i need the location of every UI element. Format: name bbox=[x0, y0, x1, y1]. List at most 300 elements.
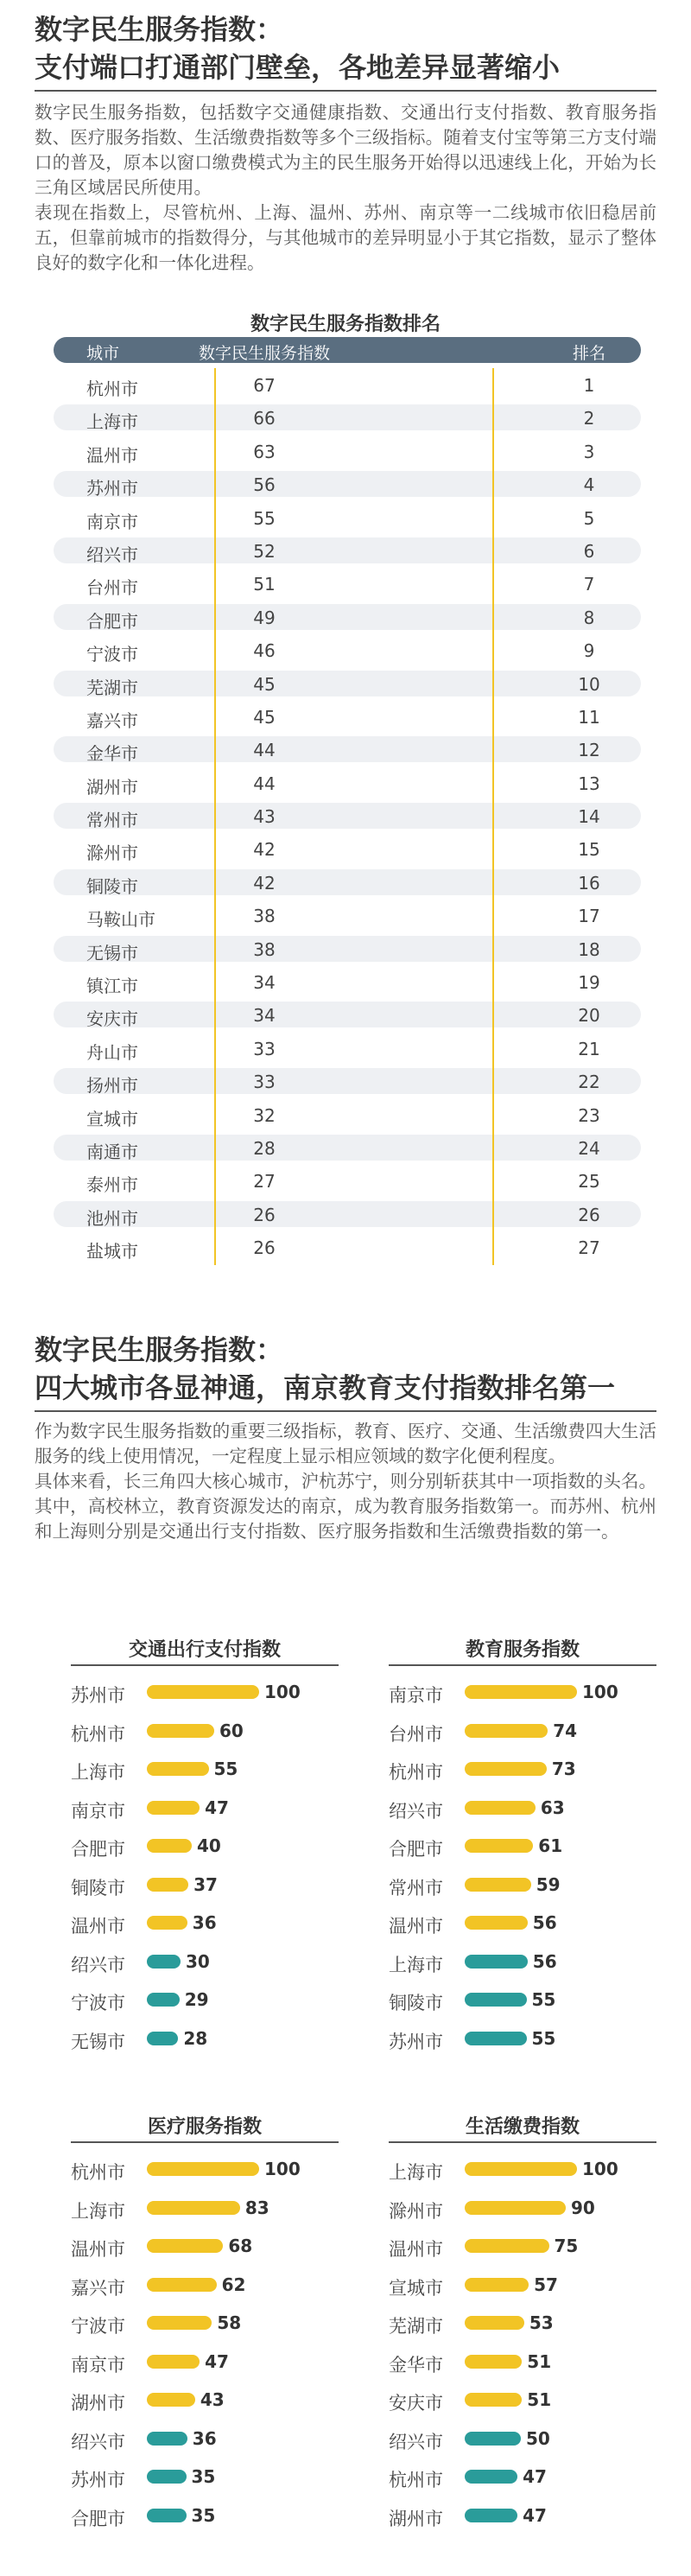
bar-row bbox=[389, 1829, 656, 1863]
bar-value-label: 68 bbox=[228, 2236, 253, 2256]
bar-category-label: 合肥市 bbox=[389, 1839, 443, 1860]
bar-value-label: 47 bbox=[205, 1797, 229, 1818]
table-row bbox=[54, 1065, 641, 1097]
bar bbox=[465, 2355, 522, 2369]
bar-row bbox=[389, 1944, 656, 1979]
cell-index: 34 bbox=[253, 972, 276, 994]
bar-row bbox=[71, 1675, 339, 1709]
cell-city: 杭州市 bbox=[86, 378, 138, 399]
table-row bbox=[54, 1098, 641, 1131]
bar-row bbox=[389, 1982, 656, 2017]
bar-category-label: 宁波市 bbox=[71, 2316, 125, 2337]
cell-city: 南京市 bbox=[86, 511, 138, 532]
bar-row bbox=[389, 2268, 656, 2302]
bar-category-label: 绍兴市 bbox=[71, 2431, 125, 2452]
bar bbox=[465, 1878, 531, 1892]
bar-category-label: 温州市 bbox=[71, 2239, 125, 2260]
bar bbox=[147, 1993, 180, 2007]
bar-category-label: 湖州市 bbox=[389, 2508, 443, 2529]
living-payment-title: 生活缴费指数 bbox=[465, 2116, 580, 2138]
cell-rank: 13 bbox=[578, 773, 600, 794]
bar-category-label: 上海市 bbox=[71, 2200, 125, 2222]
table-divider-left bbox=[214, 368, 216, 1265]
bar-category-label: 上海市 bbox=[71, 1762, 125, 1783]
cell-index: 44 bbox=[253, 773, 276, 794]
cell-index: 34 bbox=[253, 1005, 276, 1027]
table-row bbox=[54, 1198, 641, 1231]
bar-row bbox=[389, 2459, 656, 2494]
cell-city: 绍兴市 bbox=[86, 544, 138, 565]
table-row bbox=[54, 667, 641, 700]
cell-city: 金华市 bbox=[86, 743, 138, 765]
section1-title-line2: 支付端口打通部门壁垒，各地差异显著缩小 bbox=[35, 51, 561, 84]
bar bbox=[147, 2316, 212, 2330]
bar bbox=[465, 2509, 517, 2522]
bar-row bbox=[71, 1905, 339, 1940]
cell-rank: 9 bbox=[583, 640, 595, 662]
cell-rank: 7 bbox=[583, 574, 595, 595]
bar-row bbox=[71, 2306, 339, 2340]
bar-row bbox=[71, 2459, 339, 2494]
cell-rank: 12 bbox=[578, 740, 600, 761]
ranking-table-header bbox=[54, 337, 641, 363]
bar bbox=[465, 2278, 529, 2292]
bar-row bbox=[71, 2021, 339, 2056]
cell-rank: 23 bbox=[578, 1104, 600, 1126]
cell-rank: 18 bbox=[578, 938, 600, 960]
header-index: 数字民生服务指数 bbox=[198, 344, 330, 363]
bar-value-label: 56 bbox=[532, 1950, 557, 1972]
section2-paragraph-1: 作为数字民生服务指数的重要三级指标，教育、医疗、交通、生活缴费四大生活服务的线上使用情况，一定程度上显示相应领域的数字化便利程度。 bbox=[35, 1421, 656, 1466]
table-row bbox=[54, 766, 641, 799]
education-service-rule bbox=[389, 1664, 656, 1666]
cell-index: 56 bbox=[253, 474, 276, 496]
table-row bbox=[54, 435, 641, 467]
bar-value-label: 51 bbox=[527, 2350, 552, 2372]
bar-category-label: 上海市 bbox=[389, 2162, 443, 2183]
cell-rank: 3 bbox=[583, 441, 595, 462]
cell-index: 42 bbox=[253, 872, 276, 894]
cell-rank: 16 bbox=[578, 872, 600, 894]
bar-row bbox=[389, 2152, 656, 2186]
table-row bbox=[54, 601, 641, 633]
cell-city: 宁波市 bbox=[86, 644, 138, 665]
bar bbox=[465, 1685, 577, 1699]
table-row bbox=[54, 700, 641, 733]
bar-value-label: 73 bbox=[551, 1759, 576, 1779]
bar bbox=[147, 2032, 178, 2045]
table-divider-right bbox=[492, 368, 494, 1265]
bar-row bbox=[71, 2344, 339, 2379]
transport-payment-chart bbox=[71, 1635, 339, 2067]
bar-category-label: 绍兴市 bbox=[71, 1954, 125, 1975]
cell-rank: 4 bbox=[583, 474, 595, 496]
cell-index: 44 bbox=[253, 740, 276, 761]
section1-paragraph-1: 数字民生服务指数，包括数字交通健康指数、交通出行支付指数、教育服务指数、医疗服务指数、生活缴费指数等多个三级指标。随着支付宝等第三方支付端口的普及，原本以窗口缴费模式为主的民生服务开始得以迅速线上化，开始为长三角区域居民所使用。 bbox=[35, 102, 656, 198]
cell-rank: 1 bbox=[583, 375, 595, 396]
cell-city: 湖州市 bbox=[86, 776, 138, 798]
bar bbox=[465, 2032, 527, 2045]
section1-paragraph-2: 表现在指数上，尽管杭州、上海、温州、苏州、南京等一二线城市依旧稳居前五，但靠前城市的指数得分，与其他城市的差异明显小于其它指数，显示了整体良好的数字化和一体化进程。 bbox=[35, 202, 656, 273]
cell-city: 池州市 bbox=[86, 1207, 138, 1229]
bar-category-label: 宁波市 bbox=[71, 1993, 125, 2013]
bar-category-label: 杭州市 bbox=[389, 1762, 443, 1783]
bar-row bbox=[389, 2306, 656, 2340]
cell-index: 52 bbox=[253, 540, 276, 562]
bar-category-label: 苏州市 bbox=[389, 2031, 443, 2052]
table-row bbox=[54, 1231, 641, 1263]
bar bbox=[147, 2201, 240, 2215]
cell-index: 63 bbox=[253, 441, 276, 462]
cell-rank: 6 bbox=[583, 540, 595, 562]
bar-row bbox=[71, 1752, 339, 1786]
bar-value-label: 28 bbox=[183, 2027, 208, 2049]
bar bbox=[465, 2162, 577, 2176]
cell-city: 无锡市 bbox=[86, 942, 138, 964]
bar-category-label: 南京市 bbox=[389, 1685, 443, 1706]
bar-row bbox=[71, 1714, 339, 1748]
bar-value-label: 100 bbox=[582, 2159, 618, 2179]
section2-title-rule bbox=[35, 1410, 656, 1412]
bar-row bbox=[71, 2421, 339, 2456]
bar-value-label: 61 bbox=[538, 1835, 563, 1856]
cell-rank: 8 bbox=[583, 607, 595, 628]
education-service-chart bbox=[389, 1635, 656, 2067]
bar-value-label: 43 bbox=[200, 2389, 225, 2410]
bar-category-label: 南京市 bbox=[71, 2354, 125, 2376]
bar-value-label: 51 bbox=[527, 2389, 552, 2410]
bar-category-label: 铜陵市 bbox=[389, 1993, 443, 2013]
bar-category-label: 芜湖市 bbox=[389, 2316, 443, 2337]
bar bbox=[147, 2393, 195, 2407]
bar-value-label: 55 bbox=[213, 1759, 238, 1779]
table-row bbox=[54, 965, 641, 998]
bar bbox=[465, 2393, 522, 2407]
bar-value-label: 60 bbox=[219, 1720, 244, 1741]
cell-index: 28 bbox=[253, 1137, 276, 1159]
bar bbox=[147, 2432, 187, 2446]
cell-rank: 26 bbox=[578, 1204, 600, 1225]
bar bbox=[465, 2470, 517, 2484]
medical-service-rule bbox=[71, 2141, 339, 2143]
cell-city: 合肥市 bbox=[86, 610, 138, 632]
table-row bbox=[54, 899, 641, 932]
bar bbox=[147, 1724, 214, 1738]
bar-row bbox=[389, 2021, 656, 2056]
cell-index: 51 bbox=[253, 574, 276, 595]
cell-index: 67 bbox=[253, 375, 276, 396]
bar-category-label: 上海市 bbox=[389, 1954, 443, 1975]
cell-index: 45 bbox=[253, 706, 276, 728]
cell-city: 台州市 bbox=[86, 577, 138, 599]
living-payment-chart bbox=[389, 2112, 656, 2544]
bar-row bbox=[389, 2382, 656, 2417]
bar-value-label: 55 bbox=[531, 1989, 556, 2010]
ranking-table-body bbox=[54, 368, 641, 1264]
cell-rank: 21 bbox=[578, 1038, 600, 1059]
cell-rank: 22 bbox=[578, 1072, 600, 1093]
cell-index: 49 bbox=[253, 607, 276, 628]
bar-row bbox=[389, 1867, 656, 1902]
bar-value-label: 30 bbox=[186, 1950, 210, 1972]
bar-category-label: 苏州市 bbox=[71, 1685, 125, 1706]
bar-value-label: 53 bbox=[529, 2312, 554, 2333]
bar bbox=[465, 2316, 524, 2330]
table-row bbox=[54, 1131, 641, 1164]
bar bbox=[147, 2355, 200, 2369]
cell-city: 盐城市 bbox=[86, 1241, 138, 1263]
bar-value-label: 57 bbox=[534, 2274, 558, 2295]
bar-value-label: 100 bbox=[582, 1682, 618, 1702]
cell-city: 嘉兴市 bbox=[86, 709, 138, 731]
cell-city: 苏州市 bbox=[86, 478, 138, 499]
transport-payment-rule bbox=[71, 1664, 339, 1666]
section2-title-line2: 四大城市各显神通，南京教育支付指数排名第一 bbox=[35, 1371, 616, 1404]
cell-rank: 17 bbox=[578, 906, 600, 927]
bar bbox=[147, 1839, 192, 1853]
bar-row bbox=[389, 1675, 656, 1709]
cell-city: 常州市 bbox=[86, 810, 138, 831]
cell-city: 扬州市 bbox=[86, 1075, 138, 1097]
bar-category-label: 台州市 bbox=[389, 1723, 443, 1745]
cell-index: 26 bbox=[253, 1237, 276, 1259]
section1-title-line1: 数字民生服务指数： bbox=[35, 13, 284, 46]
bar-category-label: 杭州市 bbox=[71, 2162, 125, 2183]
bar-row bbox=[71, 2229, 339, 2263]
table-row bbox=[54, 501, 641, 534]
bar-row bbox=[389, 2191, 656, 2225]
bar-category-label: 温州市 bbox=[389, 2239, 443, 2260]
table-row bbox=[54, 1032, 641, 1065]
bar bbox=[147, 1685, 259, 1699]
cell-index: 55 bbox=[253, 507, 276, 529]
bar-value-label: 40 bbox=[197, 1835, 221, 1856]
bar-row bbox=[389, 1905, 656, 1940]
bar-category-label: 湖州市 bbox=[71, 2393, 125, 2414]
cell-city: 舟山市 bbox=[86, 1041, 138, 1063]
cell-index: 42 bbox=[253, 839, 276, 861]
bar bbox=[465, 1762, 547, 1776]
cell-index: 45 bbox=[253, 673, 276, 695]
bar-category-label: 金华市 bbox=[389, 2354, 443, 2376]
bar-category-label: 杭州市 bbox=[389, 2470, 443, 2490]
bar-category-label: 苏州市 bbox=[71, 2470, 125, 2490]
section2-paragraph bbox=[35, 1419, 656, 1544]
bar-value-label: 74 bbox=[553, 1720, 578, 1741]
bar-category-label: 嘉兴市 bbox=[71, 2277, 125, 2299]
table-row bbox=[54, 368, 641, 401]
cell-rank: 10 bbox=[578, 673, 600, 695]
medical-service-title: 医疗服务指数 bbox=[147, 2116, 262, 2138]
cell-rank: 15 bbox=[578, 839, 600, 861]
bar-value-label: 29 bbox=[184, 1989, 209, 2010]
bar bbox=[465, 1724, 548, 1738]
bar-row bbox=[389, 2421, 656, 2456]
bar-value-label: 36 bbox=[192, 1912, 217, 1933]
section2-title-line1: 数字民生服务指数： bbox=[35, 1333, 284, 1366]
bar-row bbox=[389, 2229, 656, 2263]
bar-category-label: 宣城市 bbox=[389, 2277, 443, 2299]
section1-paragraph bbox=[35, 100, 656, 276]
bar bbox=[147, 2509, 187, 2522]
header-rank: 排名 bbox=[572, 344, 605, 363]
cell-index: 43 bbox=[253, 806, 276, 828]
table-row bbox=[54, 932, 641, 965]
bar-value-label: 63 bbox=[540, 1797, 565, 1818]
cell-rank: 14 bbox=[578, 806, 600, 828]
bar-category-label: 温州市 bbox=[71, 1916, 125, 1937]
section2-paragraph-2: 具体来看，长三角四大核心城市，沪杭苏宁，则分别斩获其中一项指数的头名。其中，高校林立，教育资源发达的南京，成为教育服务指数第一。而苏州、杭州和上海则分别是交通出行支付指数、医疗服务指数和生活缴费指数的第一。 bbox=[35, 1471, 656, 1542]
cell-index: 38 bbox=[253, 906, 276, 927]
section1-title-rule bbox=[35, 90, 656, 92]
bar bbox=[147, 1762, 209, 1776]
table-row bbox=[54, 567, 641, 600]
bar-category-label: 无锡市 bbox=[71, 2031, 125, 2052]
cell-city: 温州市 bbox=[86, 444, 138, 466]
cell-index: 33 bbox=[253, 1072, 276, 1093]
bar bbox=[147, 1916, 187, 1930]
bar bbox=[147, 1878, 188, 1892]
bar-value-label: 100 bbox=[264, 2159, 301, 2179]
bar bbox=[147, 1801, 200, 1815]
bar-value-label: 62 bbox=[221, 2274, 246, 2295]
bar-value-label: 36 bbox=[192, 2427, 217, 2449]
section2-title bbox=[35, 1331, 656, 1407]
bar bbox=[465, 2239, 549, 2253]
bar-value-label: 58 bbox=[217, 2312, 242, 2333]
bar bbox=[147, 1955, 181, 1969]
bar-value-label: 47 bbox=[205, 2350, 229, 2372]
bar-category-label: 绍兴市 bbox=[389, 1800, 443, 1822]
cell-index: 46 bbox=[253, 640, 276, 662]
bar-row bbox=[71, 1790, 339, 1825]
bar-value-label: 56 bbox=[532, 1912, 557, 1933]
bar bbox=[465, 1993, 527, 2007]
bar-value-label: 75 bbox=[554, 2236, 579, 2256]
bar-value-label: 55 bbox=[531, 2027, 556, 2049]
cell-rank: 25 bbox=[578, 1171, 600, 1193]
cell-rank: 5 bbox=[583, 507, 595, 529]
living-payment-rule bbox=[389, 2141, 656, 2143]
table-row bbox=[54, 832, 641, 865]
table-row bbox=[54, 467, 641, 500]
cell-city: 上海市 bbox=[86, 411, 138, 433]
bar-value-label: 59 bbox=[536, 1873, 561, 1895]
bar bbox=[465, 1916, 528, 1930]
bar-value-label: 100 bbox=[264, 1682, 301, 1702]
bar-row bbox=[71, 1982, 339, 2017]
bar-row bbox=[389, 1714, 656, 1748]
cell-city: 滁州市 bbox=[86, 843, 138, 864]
bar-row bbox=[71, 2191, 339, 2225]
cell-city: 马鞍山市 bbox=[86, 909, 155, 931]
bar-row bbox=[71, 2268, 339, 2302]
table-row bbox=[54, 799, 641, 832]
bar-category-label: 温州市 bbox=[389, 1916, 443, 1937]
bar-row bbox=[71, 1944, 339, 1979]
bar bbox=[147, 2239, 223, 2253]
table-row bbox=[54, 866, 641, 899]
cell-city: 泰州市 bbox=[86, 1174, 138, 1196]
cell-index: 27 bbox=[253, 1171, 276, 1193]
header-city: 城市 bbox=[86, 344, 120, 363]
bar-category-label: 铜陵市 bbox=[71, 1877, 125, 1899]
cell-city: 南通市 bbox=[86, 1141, 138, 1162]
bar-row bbox=[71, 1867, 339, 1902]
cell-index: 32 bbox=[253, 1104, 276, 1126]
bar-row bbox=[71, 2382, 339, 2417]
transport-payment-title: 交通出行支付指数 bbox=[128, 1639, 281, 1661]
bar-category-label: 安庆市 bbox=[389, 2393, 443, 2414]
bar-row bbox=[389, 2498, 656, 2533]
bar-value-label: 50 bbox=[526, 2427, 550, 2449]
ranking-table-title: 数字民生服务指数排名 bbox=[250, 314, 441, 335]
cell-city: 安庆市 bbox=[86, 1008, 138, 1030]
cell-index: 66 bbox=[253, 408, 276, 429]
medical-service-chart bbox=[71, 2112, 339, 2544]
education-service-title: 教育服务指数 bbox=[465, 1639, 580, 1661]
bar-row bbox=[71, 2152, 339, 2186]
cell-rank: 20 bbox=[578, 1005, 600, 1027]
bar-category-label: 滁州市 bbox=[389, 2200, 443, 2222]
bar bbox=[465, 1801, 536, 1815]
cell-rank: 11 bbox=[578, 706, 600, 728]
bar bbox=[147, 2470, 187, 2484]
bar bbox=[147, 2162, 259, 2176]
table-row bbox=[54, 534, 641, 567]
bar bbox=[465, 1839, 533, 1853]
table-row bbox=[54, 401, 641, 434]
bar-value-label: 90 bbox=[571, 2197, 595, 2218]
bar bbox=[465, 2432, 521, 2446]
cell-rank: 24 bbox=[578, 1137, 600, 1159]
bar-value-label: 35 bbox=[191, 2504, 216, 2526]
cell-rank: 27 bbox=[578, 1237, 600, 1259]
bar-value-label: 35 bbox=[191, 2466, 216, 2487]
bar-value-label: 47 bbox=[523, 2466, 547, 2487]
bar-row bbox=[389, 1752, 656, 1786]
cell-index: 38 bbox=[253, 938, 276, 960]
cell-index: 26 bbox=[253, 1204, 276, 1225]
bar bbox=[147, 2278, 217, 2292]
cell-index: 33 bbox=[253, 1038, 276, 1059]
cell-city: 铜陵市 bbox=[86, 875, 138, 897]
table-row bbox=[54, 733, 641, 766]
cell-city: 宣城市 bbox=[86, 1108, 138, 1129]
table-row bbox=[54, 1164, 641, 1197]
bar-value-label: 47 bbox=[523, 2504, 547, 2526]
cell-city: 镇江市 bbox=[86, 976, 138, 997]
bar-category-label: 南京市 bbox=[71, 1800, 125, 1822]
bar-value-label: 83 bbox=[244, 2197, 269, 2218]
bar bbox=[465, 2201, 566, 2215]
bar-category-label: 常州市 bbox=[389, 1877, 443, 1899]
bar-row bbox=[389, 1790, 656, 1825]
bar-row bbox=[389, 2344, 656, 2379]
bar-category-label: 合肥市 bbox=[71, 1839, 125, 1860]
cell-rank: 19 bbox=[578, 972, 600, 994]
bar bbox=[465, 1955, 528, 1969]
bar-category-label: 合肥市 bbox=[71, 2508, 125, 2529]
table-row bbox=[54, 998, 641, 1031]
bar-row bbox=[71, 2498, 339, 2533]
bar-category-label: 杭州市 bbox=[71, 1723, 125, 1745]
table-row bbox=[54, 633, 641, 666]
bar-row bbox=[71, 1829, 339, 1863]
bar-category-label: 绍兴市 bbox=[389, 2431, 443, 2452]
section1-title bbox=[35, 10, 656, 86]
cell-city: 芜湖市 bbox=[86, 677, 138, 698]
